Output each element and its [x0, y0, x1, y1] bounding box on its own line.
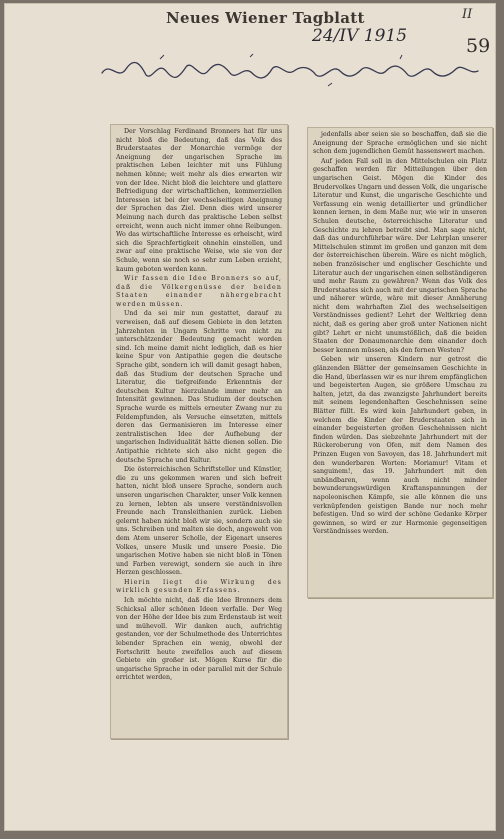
article-paragraph: Und da sei mir nun gestattet, darauf zu verweisen, daß auf diesem Gebiete in den letzten Jahrzehnten in Ungarn Schritte von nicht zu unterschätzender Bedeutung gemacht worden sind. Ich meine damit nicht lediglich, daß es hier keine Spur von Antipathie gegen die deutsche Sprache gibt, sondern ich will damit gesagt haben, daß das Studium der deutschen Sprache und Literatur, die tiefgreifende Erkenntnis der deutschen Kultur hierzulande immer mehr an Intensität gewinnen. Das Studium der deutschen Sprache wurde es mittels erneuter Zwang nur zu Feldempfunden, als Versuche einsetzten, mittels deren das Germanisieren im Interesse einer zentralistischen Idee der Aufhebung der ungarischen Individualität hätte dienen sollen. Die Antipathie richtete sich also nicht gegen die deutsche Sprache und Kultur. [116, 310, 282, 464]
page-number: 59 [466, 35, 491, 57]
handwritten-date: 24/IV 1915 [312, 26, 408, 46]
article-paragraph: Ich möchte nicht, daß die Idee Bronners dem Schicksal aller schönen Ideen verfalle. Der Weg von der Höhe der Idee bis zum Erdenstaub ist weit und mühevoll. Wir danken auch, aufrichtig gestanden, vor der Schulmethode des Unterrichtes lebender Sprachen ein wenig, obwohl der Fortschritt heute zweifellos auch auf diesem Gebiete ein großer ist. Mögen Kurse für die ungarische Sprache in oder parallel mit der Schule errichtet werden, [116, 597, 282, 682]
clipping-right-column [307, 127, 493, 598]
article-paragraph: Geben wir unseren Kindern nur getrost die glänzenden Blätter der gemeinsamen Geschichte in die Hand, überlassen wir es nur ihrem empfänglichen und begeisterten Augen, sie größere Umschau zu halten, jetzt, da das zwanzigste Jahrhundert bereits mit seinem legendenhaften Geschehnissen seine Blätter füllt. Es wird kein Jahrhundert geben, in welchem die Kinder der Bruderstaaten sich in einander begeisterten großen Geschehnissen nicht finden würden. Das siebzehnte Jahrhundert mit der Rückeroberung von Ofen, mit dem Namen des Prinzen Eugen von Savoyen, das 18. Jahrhundert mit den wunderbaren Worten: Moriamur! Vitam et sanguinem!, das 19. Jahrhundert mit den unbändbaren, wenn auch nicht minder bewunderungswürdigen Kraftanspannungen der napoleonischen Kämpfe, sie alle können die uns verknüpfenden geistigen Bande nur noch mehr befestigen. Und so wird der schöne Gedanke Körper gewinnen, so wird er zur Harmonie gegenseitigen Verständnisses werden. [313, 356, 487, 536]
article-paragraph: Auf jeden Fall soll in den Mittelschulen ein Platz geschaffen werden für Mitteilungen über den ungarischen Geist. Mögen die Kinder des Brudervolkes Ungarn und dessen Volk, die ungarische Literatur und Kunst, die ungarische Geschichte und Verfassung ein wenig detaillierter und gründlicher kennen lernen, in dem Maße nur, wie wir in unseren Schulen deutsche, österreichische Literatur und Geschichte zu lehren betreibt sind. Man sage nicht, daß das undurchführbar wäre. Der Lehrplan unserer Mittelschulen stimmt im großen und ganzen mit dem der österreichischen überein. Wäre es nicht möglich, neben französischer und englischer Geschichte und Literatur auch der ungarischen einen selbständigeren und mehr Raum zu gewähren? Wenn das Volk des Bruderstaates sich auch mit der ungarischen Sprache und näherer würde, wäre mit dieser Annäherung nicht dem wahrhaften Ziel des wechselseitigen Verständnisses gedient? Lehrt der Weltkrieg denn nicht, daß es gering aber groß unter Nationen nicht gibt? Lehrt er nicht unumstößlich, daß die beiden Staaten der Donaumonarchie dem einander doch besser kennen müssen, als den fernen Westen? [313, 157, 487, 354]
article-paragraph-emphasis: Hierin liegt die Wirkung des wirklich gesunden Erfassens. [116, 578, 282, 595]
article-paragraph: jedenfalls aber seien sie so beschaffen, daß sie die Aneignung der Sprache ermöglichen und sie nicht schon dem jugendlichen Gemüt hassenswert machen. [313, 131, 487, 156]
article-paragraph: Der Vorschlag Ferdinand Bronners hat für uns nicht bloß die Bedeutung, daß das Volk des Bruderstaates der Monarchie vermöge der Aneignung der ungarischen Sprache im praktischen Leben leichter mit uns Fühlung nehmen könne; weit mehr als dies erwarten wir von der Idee. Nicht bloß die leichtere und glattere Befriedigung der wirtschaftlichen, kommerziellen Interessen ist bei der wechselseitigen Aneignung der Sprachen das Ziel. Denn dies wird unserer Meinung nach durch das praktische Leben selbst erreicht, wenn auch nicht immer ohne Reibungen. Wo das wirtschaftliche Interesse es erheischt, wird sich die Sprachfertigkeit ohnehin einstellen, und zwar auf eine praktische Weise, wie sie von der Schule, wenn sie noch so sehr zum Leben erzieht, kaum geboten werden kann. [116, 128, 282, 273]
newspaper-title: Neues Wiener Tagblatt [166, 9, 365, 27]
archive-sheet [4, 3, 496, 831]
clipping-left-column [110, 124, 288, 739]
roman-numeral-mark: II [462, 7, 473, 22]
article-paragraph: Die österreichischen Schriftsteller und Künstler, die zu uns gekommen waren und sich befreit hatten, nicht bloß unsere Sprache, sondern auch unseren ungarischen Charakter, unser Volk kennen zu lernen, lebten als unsere verständnisvollen Freunde nach Transleithanien zurück. Lieben gelernt haben nicht bloß wir sie, sondern auch sie uns. Schreiben und malten sie doch, angeweht von dem Atem unserer Scholle, der Eigenart unseres Volkes, unsere Musik und unsere Poesie. Die ungarischen Motive haben sie nicht bloß in Tönen und Farben verewigt, sondern sie auch in ihre Herzen geschlossen. [116, 466, 282, 577]
handwritten-note-scribble [100, 53, 480, 87]
article-paragraph-emphasis: Wir fassen die Idee Bronners so auf, daß die Völkergenüsse der beiden Staaten einander nähergebracht werden müssen. [116, 275, 282, 308]
